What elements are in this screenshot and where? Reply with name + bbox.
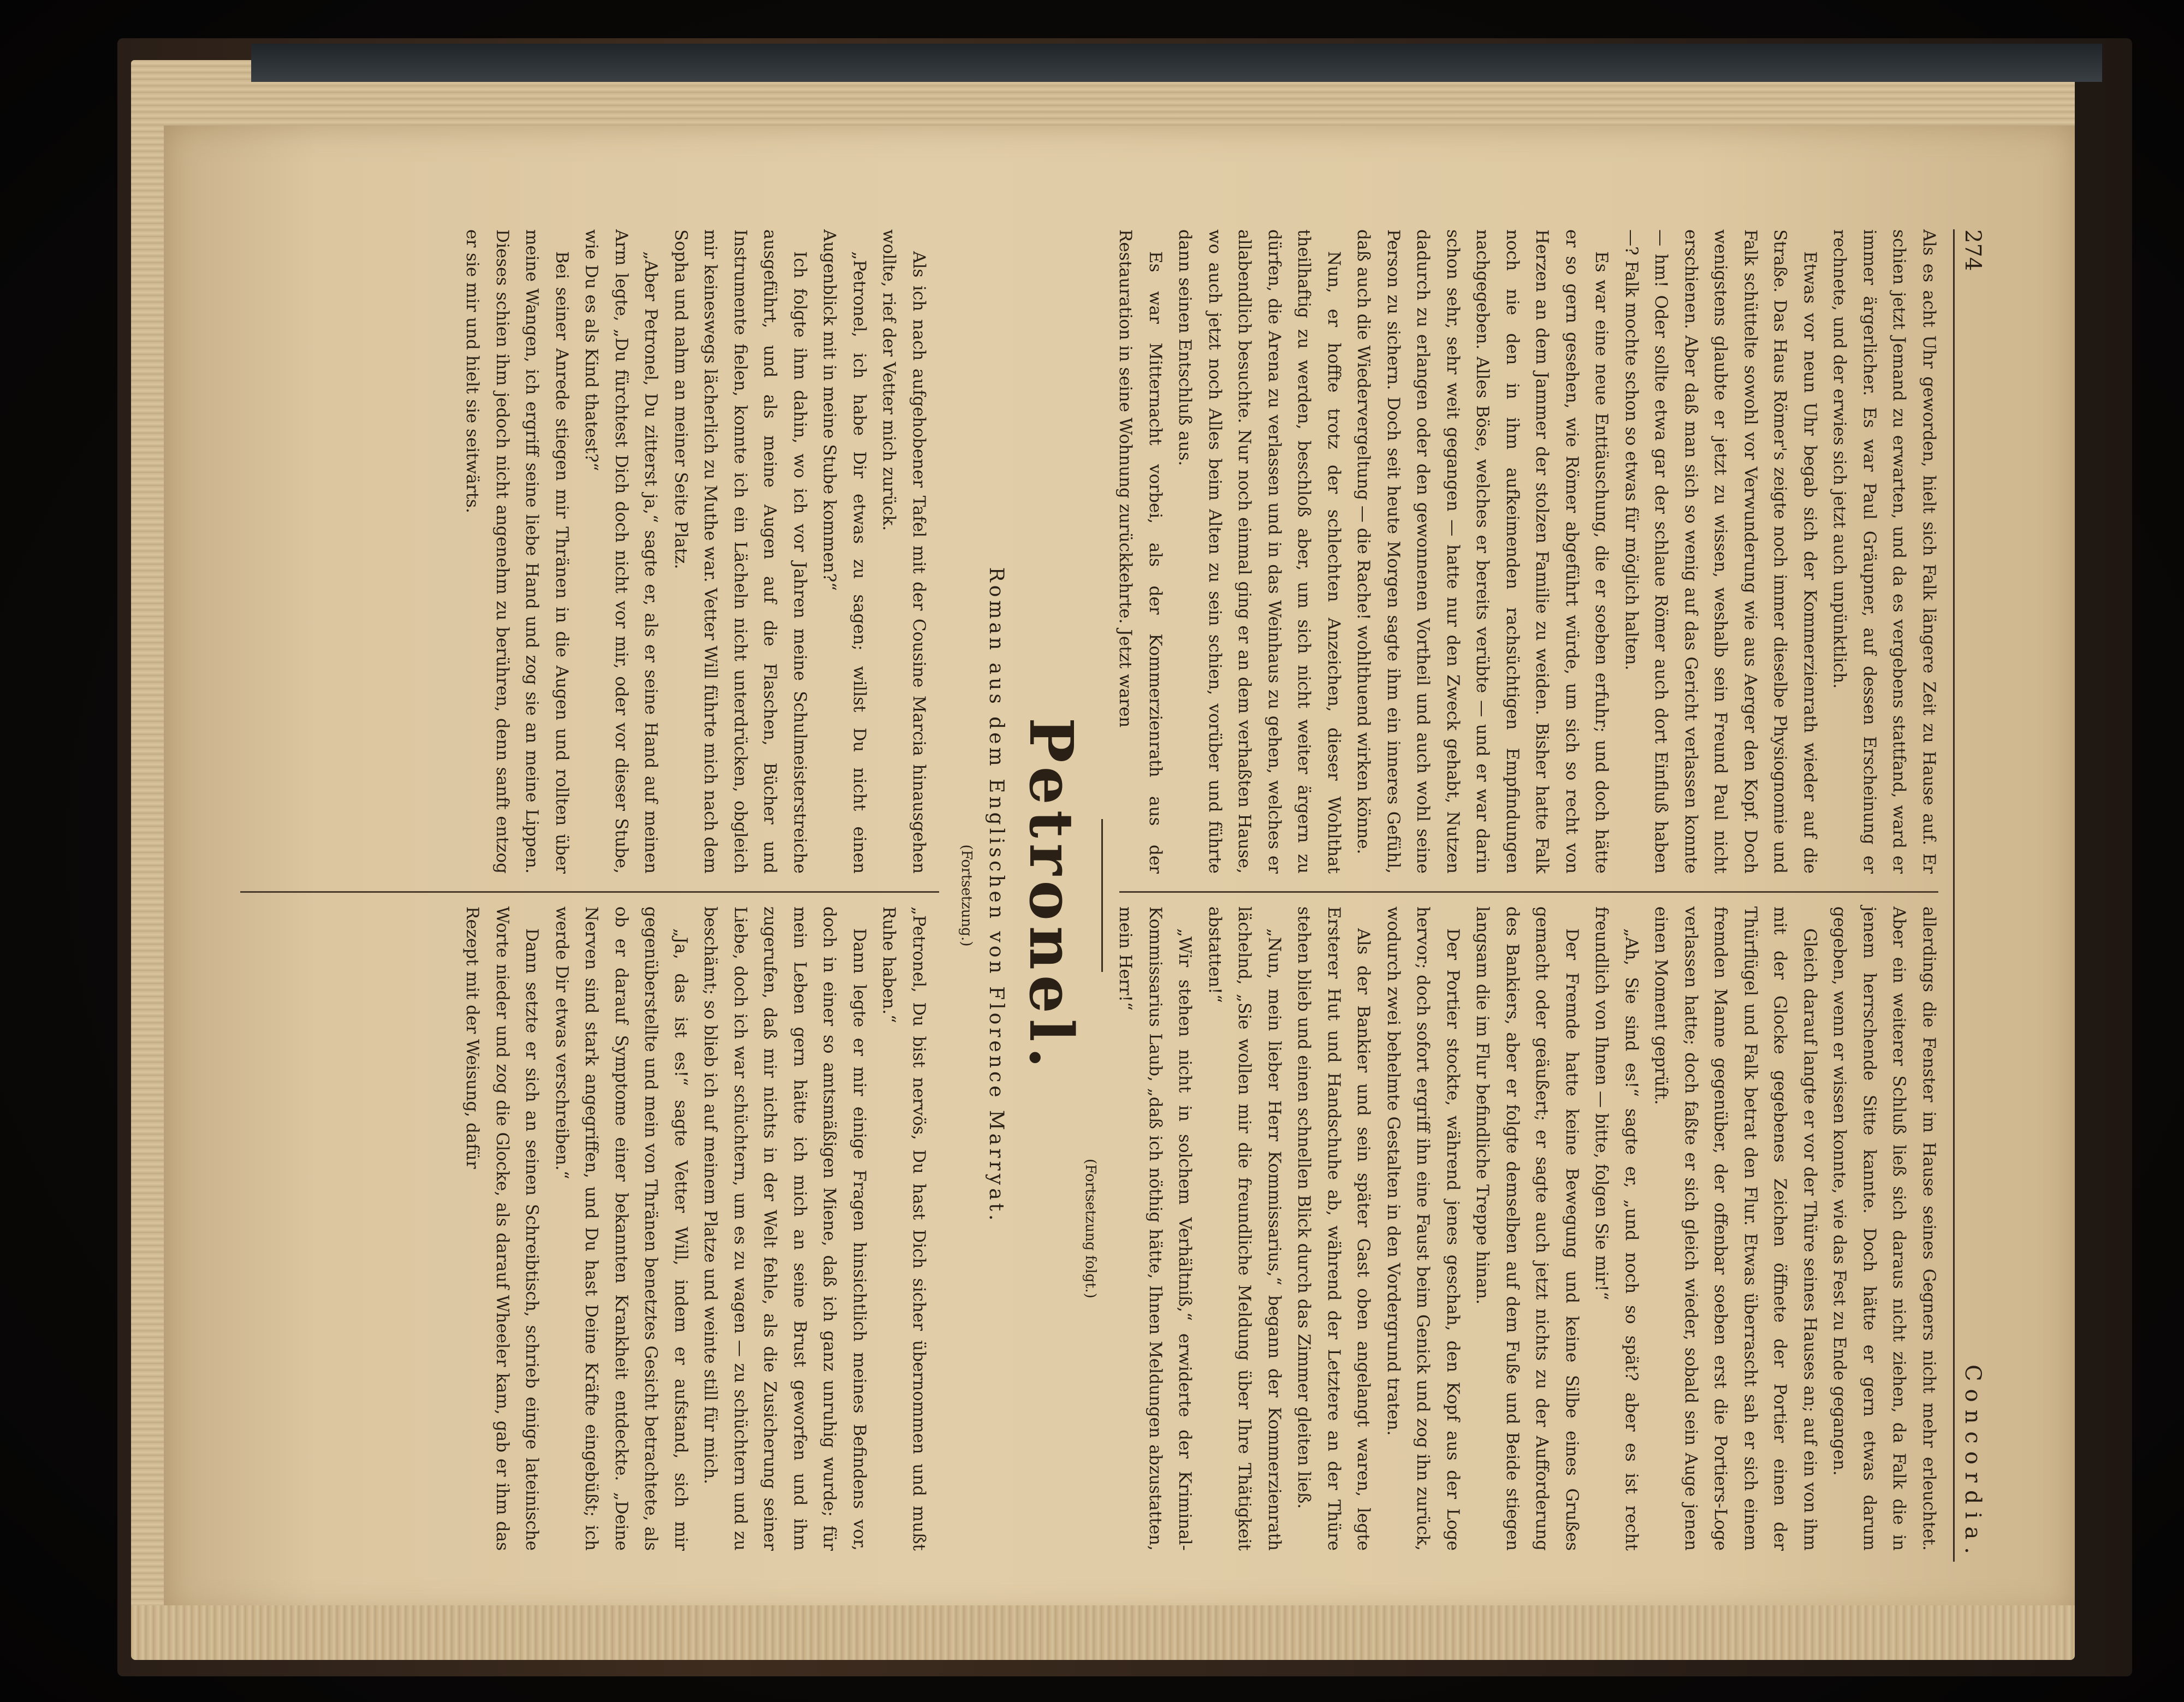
continuation-note: (Fortsetzung folgt.): [1082, 1159, 1099, 1298]
paragraph: Der Fremde hatte keine Bewegung und keine Silbe eines Grußes gemacht oder geäußert; er sagte auch jetzt nichts zu der Aufforderung des Bankiers, aber er folgte demselben auf dem Fuße und Beide stiegen langsam die im Flur befindliche Treppe hinan.: [1473, 906, 1582, 1551]
story-continuation-note: (Fortsetzung.): [958, 844, 975, 947]
running-head: [1953, 229, 1987, 1562]
paragraph: „Petronel, ich habe Dir etwas zu sagen; willst Du nicht einen Augenblick mit in meine Stube kommen?“: [820, 229, 869, 874]
paragraph: Ich folgte ihm dahin, wo ich vor Jahren meine Schulmeisterstreiche ausgeführt, und als meine Augen auf die Flaschen, Bücher und Instrumente fielen, konnte ich ein Lächeln nicht unterdrücken, obgleich mir keineswegs lächerlich zu Muthe war. Vetter Will führte mich nach dem Sopha und nahm an meiner Seite Platz.: [671, 229, 810, 874]
paragraph: allerdings die Fenster im Hause seines Gegners nicht mehr erleuchtet. Aber ein weiterer Schluß ließ sich daraus nicht ziehen, da Falk die in jenem herrschende Sitte kannte. Doch hätte er gern etwas darum gegeben, wenn er wissen konnte, wie das Fest zu Ende gegangen.: [1830, 906, 1939, 1551]
column-divider: [240, 891, 939, 893]
column-bottom-right: [458, 906, 934, 1551]
journal-title: Concordia.: [1960, 1364, 1985, 1562]
paragraph: Als der Bankier und sein später Gast oben angelangt waren, legte Ersterer Hut und Handschuhe ab, während der Letztere an der Thüre stehen blieb und einen schnellen Blick durch das Zimmer gleiten ließ.: [1294, 906, 1374, 1551]
page-number: 274: [1960, 229, 1985, 271]
paragraph: „Aber Petronel, Du zitterst ja,“ sagte er, als er seine Hand auf meinen Arm legte, „Du fürchtest Dich doch nicht vor mir, oder vor dieser Stube, wie Du es als Kind thatest?“: [581, 229, 661, 874]
paragraph: „Ah, Sie sind es!“ sagte er, „und noch so spät? aber es ist recht freundlich von Ihnen — bitte, folgen Sie mir!“: [1592, 906, 1641, 1551]
paragraph: Der Portier stockte, während jenes geschah, den Kopf aus der Loge hervor; doch sofort ergriff ihn eine Faust beim Genick und zog ihn zurück, wodurch zwei behelmte Gestalten in den Vordergrund traten.: [1384, 906, 1463, 1551]
paragraph: Nun, er hoffte trotz der schlechten Anzeichen, dieser Wohlthat theilhaftig zu werden, beschloß aber, um sich nicht weiter ärgern zu dürfen, die Arena zu verlassen und in das Weinhaus zu gehen, welches er allabendlich besuchte. Nur noch einmal ging er an dem verhaßten Hause, wo auch jetzt noch Alles beim Alten zu sein schien, vorüber und führte dann seinen Entschluß aus.: [1175, 229, 1344, 874]
column-top-right: [1076, 906, 1944, 1551]
paragraph: Als ich nach aufgehobener Tafel mit der Cousine Marcia hinausgehen wollte, rief der Vetter mich zurück.: [879, 229, 929, 874]
story-subtitle: Roman aus dem Englischen von Florence Marryat.: [985, 567, 1007, 1224]
book-cover-top-edge: [251, 44, 2102, 82]
paragraph: „Petronel, Du bist nervös, Du hast Dich sicher übernommen und mußt Ruhe haben.“: [879, 906, 929, 1551]
paragraph: Dann legte er mir einige Fragen hinsichtlich meines Befindens vor, doch in einer so amtsmäßigen Miene, daß ich ganz unruhig wurde; für mein Leben gern hätte ich mich an seine Brust geworfen und ihm zugerufen, daß mir nichts in der Welt fehle, als die Zusicherung seiner Liebe, doch ich war schüchtern, um es zu wagen — zu schüchtern und zu beschämt; so blieb ich auf meinem Platze und weinte still für mich.: [701, 906, 869, 1551]
printed-page-text: [224, 229, 1987, 1562]
page-block-bottom-edge: [131, 1605, 2075, 1660]
paragraph: „Wir stehen nicht in solchem Verhältniß,“ erwiderte der Kriminal-Kommissarius Laub, „daß ich nöthig hätte, Ihnen Meldungen abzustatten, mein Herr!“: [1115, 906, 1195, 1551]
column-top-left: [1111, 229, 1944, 874]
column-divider: [1119, 891, 1938, 893]
paragraph: Bei seiner Anrede stiegen mir Thränen in die Augen und rollten über meine Wangen, ich ergriff seine liebe Hand und zog sie an meine Lippen. Dieses schien ihm jedoch nicht angenehm zu berühren, denn sanft entzog er sie mir und hielt sie seitwärts.: [462, 229, 572, 874]
title-rule: [1101, 819, 1103, 972]
paragraph: Es war eine neue Enttäuschung, die er soeben erfuhr; und doch hätte er so gern gesehen, wie Römer abgeführt würde, um sich so recht von Herzen an dem Jammer der stolzen Familie zu weiden. Bisher hatte Falk noch nie den in ihm aufkeimenden rachsüchtigen Empfindungen nachgegeben. Alles Böse, welches er bereits verübte — und er war darin schon sehr, sehr weit gegangen — hatte nur den Zweck gehabt, Nutzen dadurch zu erlangen oder den gewonnenen Vortheil und auch wohl seine Person zu sichern. Doch seit heute Morgen sagte ihm ein inneres Gefühl, daß auch die Wiedervergeltung — die Rache! wohlthuend wirken könne.: [1354, 229, 1612, 874]
paragraph: „Nun, mein lieber Herr Kommissarius,“ begann der Kommerzienrath lächelnd, „Sie wollen mir die freundliche Meldung über Ihre Thätigkeit abstatten!“: [1205, 906, 1284, 1551]
paragraph: Etwas vor neun Uhr begab sich der Kommerzienrath wieder auf die Straße. Das Haus Römer's zeigte noch immer dieselbe Physiognomie und Falk schüttelte sowohl vor Verwunderung wie aus Aerger den Kopf. Doch wenigstens glaubte er jetzt zu wissen, weshalb sein Freund Paul nicht erschienen. Aber daß man sich so wenig auf das Gericht verlassen konnte — hm! Oder sollte etwa gar der schlaue Römer auch dort Einfluß haben —? Falk mochte schon so etwas für möglich halten.: [1622, 229, 1820, 874]
paragraph: „Ja, das ist es!“ sagte Vetter Will, indem er aufstand, sich mir gegenüberstellte und mein von Thränen benetztes Gesicht betrachtete, als ob er darauf Symptome einer bekannten Krankheit entdeckte. „Deine Nerven sind stark angegriffen, und Du hast Deine Kräfte eingebüßt; ich werde Dir etwas verschreiben.“: [552, 906, 691, 1551]
paragraph: Dann setzte er sich an seinen Schreibtisch, schrieb einige lateinische Worte nieder und zog die Glocke, als darauf Wheeler kam, gab er ihm das Rezept mit der Weisung, dafür: [462, 906, 542, 1551]
paragraph: Gleich darauf langte er vor der Thüre seines Hauses an; auf ein von ihm mit der Glocke gegebenes Zeichen öffnete der Portier einen der Thürflügel und Falk betrat den Flur. Etwas überrascht sah er sich einem fremden Manne gegenüber, der offenbar soeben erst die Portiers-Loge verlassen hatte; doch faßte er sich gleich wieder, sobald sein Auge jenen einen Moment geprüft.: [1651, 906, 1820, 1551]
paragraph: Es war Mitternacht vorbei, als der Kommerzienrath aus der Restauration in seine Wohnung zurückkehrte. Jetzt waren: [1115, 229, 1165, 874]
story-heading: [939, 229, 1103, 1562]
paragraph: Als es acht Uhr geworden, hielt sich Falk längere Zeit zu Hause auf. Er schien jetzt Jemand zu erwarten, und da es vergebens stattfand, ward er immer ärgerlicher. Es war Paul Gräupner, auf dessen Erscheinung er rechnete, und der erwies sich jetzt auch unpünktlich.: [1830, 229, 1939, 874]
story-title: Petronel.: [1016, 717, 1087, 1074]
column-bottom-left: [458, 229, 934, 874]
